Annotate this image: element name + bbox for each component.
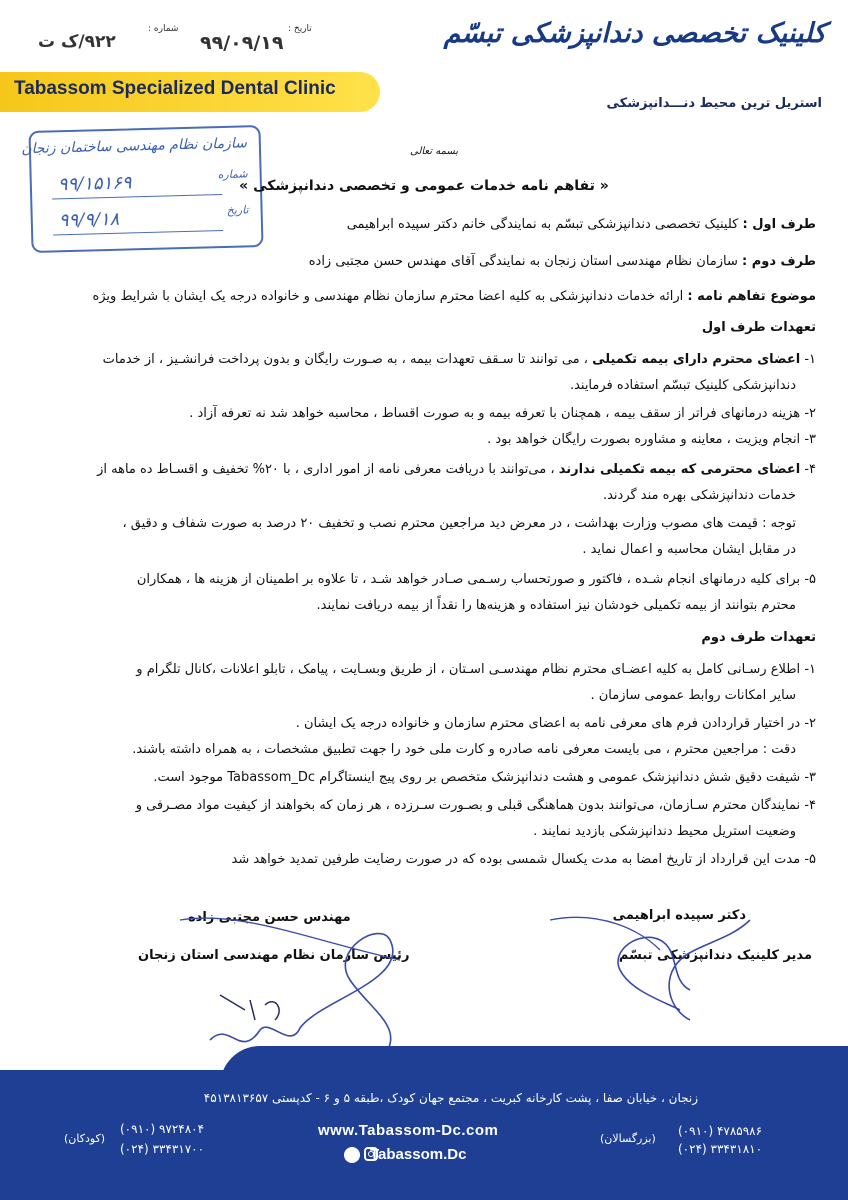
phone-adults-landline: (۰۲۴) ۳۳۴۳۱۸۱۰ (678, 1142, 763, 1156)
stamp-line (53, 230, 223, 235)
stamp-line (52, 194, 222, 199)
telegram-icon[interactable]: ➤ (344, 1147, 360, 1163)
clinic-tagline: استریل ترین محیط دنـــدانپزشکی (606, 96, 822, 111)
party-one (347, 215, 816, 235)
section-two-title: تعهدات طرف دوم (701, 630, 816, 645)
number-label: شماره : (148, 24, 179, 34)
date-value: ۹۹/۰۹/۱۹ (200, 32, 284, 54)
list-item-continuation: سایر امکانات روابط عمومی سازمان . (590, 688, 796, 703)
signer-right-name: دکتر سپیده ابراهیمی (612, 908, 746, 923)
list-item: ۵- برای کلیه درمانهای انجام شـده ، فاکتور و صورتحساب رسـمی صـادر خواهد شـد ، تا علاوه بر اطمینان از هزینه ها ، همکاران (136, 572, 816, 587)
list-item: ۳- شیفت دقیق شش دندانپزشک عمومی و هشت دندانپزشک متخصص بر روی پیج اینستاگرام Tabassom_Dc موجود است. (153, 770, 816, 785)
stamp-title: سازمان نظام مهندسی ساختمان زنجان (21, 135, 248, 158)
phone-adults-mobile: (۰۹۱۰) ۴۷۸۵۹۸۶ (678, 1124, 763, 1138)
number-value: ۹۲۲/ک ت (38, 32, 116, 52)
list-item-continuation: وضعیت استریل محیط دندانپزشکی بازدید نمایند . (533, 824, 796, 839)
address-text: زنجان ، خیابان صفا ، پشت کارخانه کبریت ، مجتمع جهان کودک ،طبقه ۵ و ۶ - کدپستی ۴۵۱۳۸۱۳۶۵۷ (203, 1091, 698, 1105)
list-item: ۱- اطلاع رسـانی کامل به کلیه اعضـای محترم نظام مهندسـی اسـتان ، از طریق وبسـایت ، پیامک ، تابلو اعلانات ،کانال تلگرام و (136, 662, 816, 677)
section-one-title: تعهدات طرف اول (701, 320, 816, 335)
document-title: « تفاهم نامه خدمات عمومی و تخصصی دندانپزشکی » (239, 178, 609, 194)
phone-adults-label: (بزرگسالان) (600, 1132, 656, 1145)
phone-kids-label: (کودکان) (64, 1132, 106, 1145)
list-item-continuation: خدمات دندانپزشکی بهره مند گردند. (602, 488, 796, 503)
list-item: ۴- اعضای محترمی که بیمه تکمیلی ندارند ، می‌توانند با دریافت معرفی نامه از امور اداری ، با ۲۰% تخفیف و اقسـاط ده ماهه از (97, 462, 816, 477)
list-item-continuation: دندانپزشکی کلینیک تبسّم استفاده فرمایند. (569, 378, 796, 393)
list-item-continuation: محترم بتوانند از بیمه تکمیلی خودشان نیز استفاده و هزینه‌ها را نقداً از بیمه دریافت نمایند. (316, 598, 796, 613)
signer-left-name: مهندس حسن مجتبی زاده (188, 910, 351, 925)
phone-kids-mobile: (۰۹۱۰) ۹۷۲۴۸۰۴ (120, 1122, 205, 1136)
note-text: توجه : قیمت های مصوب وزارت بهداشت ، در معرض دید مراجعین محترم نصب و تخفیف ۲۰ درصد به صورت شفاف و دقیق ، (122, 516, 796, 531)
social-handle[interactable]: Tabassom.Dc (370, 1146, 467, 1163)
list-item: ۱- اعضای محترم دارای بیمه تکمیلی ، می توانند تا سـقف تعهدات بیمه ، به صـورت رایگان و بدون پرداخت فرانشـیز ، از خدمات (102, 352, 816, 367)
party-two (309, 252, 816, 272)
note-text: دقت : مراجعین محترم ، می بایست معرفی نامه صادره و کارت ملی خود را جهت تطبیق مشخصات ، به همراه داشته باشند. (132, 742, 796, 757)
party-two-text: سازمان نظام مهندسی استان زنجان به نمایندگی آقای مهندس حسن مجتبی زاده (308, 254, 738, 269)
list-item: ۵- مدت این قرارداد از تاریخ امضا به مدت یکسال شمسی بوده که در صورت رضایت طرفین تمدید خواهد شد (231, 852, 816, 867)
party-two-label: طرف دوم : (742, 254, 816, 269)
handwritten-signature-left (150, 900, 450, 1070)
handwritten-signature-right (540, 900, 770, 1030)
list-item: ۲- در اختیار قراردادن فرم های معرفی نامه به اعضای محترم سازمان و خانواده درجه یک ایشان . (295, 716, 816, 731)
note-text: در مقابل ایشان محاسبه و اعمال نماید . (582, 542, 796, 557)
stamp-number-label: شماره (217, 167, 248, 182)
date-label: تاریخ : (288, 24, 312, 34)
signer-right-role: مدیر کلینیک دندانپزشکی تبسّم (618, 948, 812, 963)
stamp-number-value: ۹۹/۱۵۱۶۹ (57, 172, 132, 196)
phone-kids-landline: (۰۲۴) ۳۳۴۳۱۷۰۰ (120, 1142, 205, 1156)
party-one-label: طرف اول : (742, 217, 816, 232)
list-item: ۲- هزینه درمانهای فراتر از سقف بیمه ، همچنان با تعرفه بیمه و به صورت اقساط ، محاسبه خواهد شد نه تعرفه آزاد . (189, 406, 816, 421)
basmala: بسمه تعالی (410, 146, 459, 157)
subject-label: موضوع تفاهم نامه : (687, 289, 816, 304)
list-item: ۳- انجام ویزیت ، معاینه و مشاوره بصورت رایگان خواهد بود . (487, 432, 816, 447)
agreement-subject (92, 287, 816, 307)
signer-left-role: رئیس سازمان نظام مهندسی استان زنجان (138, 948, 410, 963)
clinic-name-english: Tabassom Specialized Dental Clinic (14, 78, 336, 99)
footer (0, 1070, 848, 1200)
list-item: ۴- نمایندگان محترم سـازمان، می‌توانند بدون هماهنگی قبلی و بصـورت سـرزده ، هر زمان که بخواهند از کیفیت مواد مصـرفی و (135, 798, 816, 813)
stamp-date-value: ۹۹/۹/۱۸ (58, 208, 120, 232)
website-link[interactable]: www.Tabassom-Dc.com (318, 1122, 499, 1139)
clinic-logo-text: کلینیک تخصصی دندانپزشکی تبسّم (443, 18, 826, 49)
stamp-date-label: تاریخ (226, 203, 249, 217)
party-one-text: کلینیک تخصصی دندانپزشکی تبسّم به نمایندگی خانم دکتر سپیده ابراهیمی (346, 217, 739, 232)
subject-text: ارائه خدمات دندانپزشکی به کلیه اعضا محترم سازمان نظام مهندسی و خانواده درجه یک ایشان با شرایط ویژه (92, 289, 684, 304)
